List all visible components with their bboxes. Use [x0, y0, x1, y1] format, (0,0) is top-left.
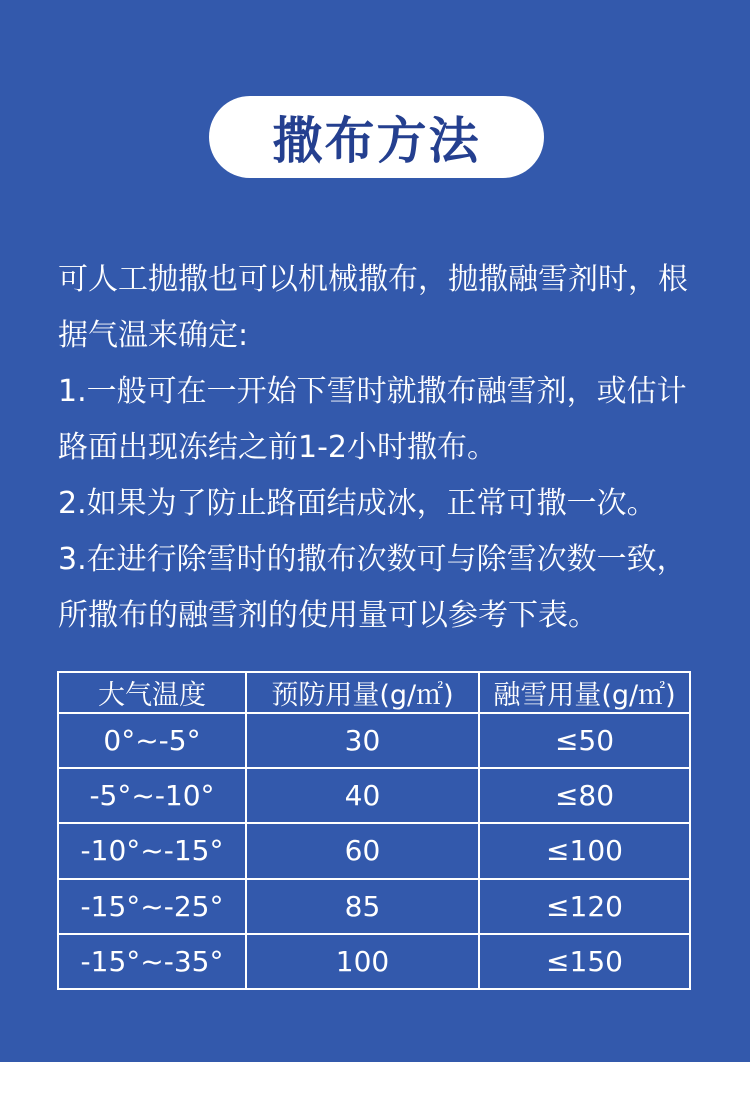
cell-temperature: -10°~-15° — [58, 823, 246, 878]
cell-melting: ≤120 — [479, 879, 690, 934]
dosage-table — [57, 671, 691, 990]
cell-melting: ≤50 — [479, 713, 690, 768]
table-row — [58, 713, 690, 768]
paragraph-intro: 可人工抛撒也可以机械撒布，抛撒融雪剂时，根据气温来确定: — [58, 262, 688, 353]
cell-temperature: -15°~-25° — [58, 879, 246, 934]
cell-melting: ≤150 — [479, 934, 690, 989]
cell-prevention: 85 — [246, 879, 479, 934]
cell-temperature: 0°~-5° — [58, 713, 246, 768]
cell-melting: ≤100 — [479, 823, 690, 878]
header-melting-dosage: 融雪用量(g/㎡) — [479, 672, 690, 713]
cell-prevention: 60 — [246, 823, 479, 878]
cell-temperature: -5°~-10° — [58, 768, 246, 823]
table-row — [58, 934, 690, 989]
cell-temperature: -15°~-35° — [58, 934, 246, 989]
header-temperature: 大气温度 — [58, 672, 246, 713]
cell-prevention: 100 — [246, 934, 479, 989]
header-prevention-dosage: 预防用量(g/㎡) — [246, 672, 479, 713]
cell-prevention: 30 — [246, 713, 479, 768]
paragraph-step-2: 2.如果为了防止路面结成冰，正常可撒一次。 — [58, 486, 657, 521]
table-row — [58, 768, 690, 823]
paragraph-step-3: 3.在进行除雪时的撒布次数可与除雪次数一致，所撒布的融雪剂的使用量可以参考下表。 — [58, 542, 687, 633]
instructions-text — [58, 252, 708, 644]
page-title: 撒布方法 — [272, 112, 481, 170]
table-row — [58, 823, 690, 878]
table-row — [58, 879, 690, 934]
cell-melting: ≤80 — [479, 768, 690, 823]
cell-prevention: 40 — [246, 768, 479, 823]
paragraph-step-1: 1.一般可在一开始下雪时就撒布融雪剂，或估计路面出现冻结之前1-2小时撒布。 — [58, 374, 687, 465]
title-pill — [209, 96, 544, 178]
table-header-row — [58, 672, 690, 713]
